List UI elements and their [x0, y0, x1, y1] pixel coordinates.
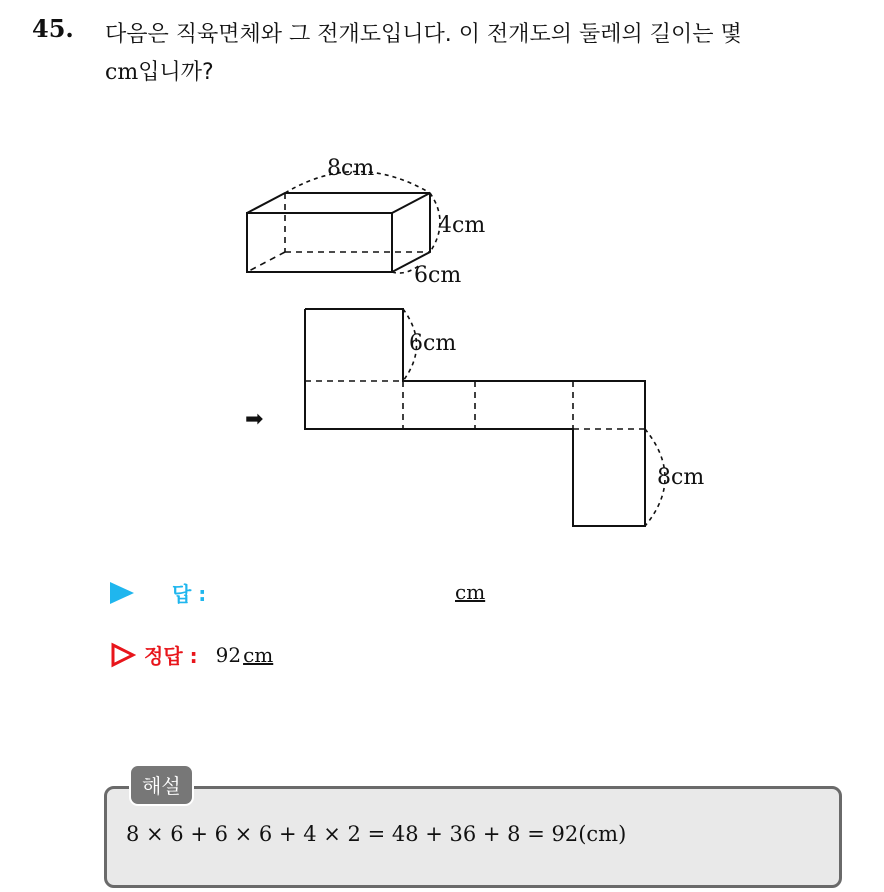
question-number: 45.	[32, 14, 74, 43]
cuboid-label-height: 4cm	[438, 213, 486, 238]
net	[305, 309, 665, 526]
question-suffix: 입니까?	[138, 60, 214, 85]
correct-answer-unit: cm	[243, 642, 274, 667]
correct-answer-row	[110, 640, 273, 669]
net-fold-lines	[305, 381, 645, 429]
play-icon	[110, 582, 134, 604]
cuboid	[247, 172, 440, 274]
solution-tab: 해설	[129, 764, 194, 806]
cuboid-hidden-edges	[247, 193, 430, 272]
answer-row	[110, 578, 206, 607]
outline-play-icon	[110, 642, 136, 668]
answer-label: 답 :	[172, 582, 207, 606]
net-label-top: 6cm	[409, 331, 457, 356]
cuboid-front-face	[247, 213, 392, 272]
cuboid-label-length: 8cm	[327, 156, 375, 181]
correct-answer-value: 92	[215, 642, 242, 667]
net-label-right: 8cm	[657, 465, 705, 490]
arrow-icon: ➡	[245, 407, 264, 432]
question-body: 다음은 직육면체와 그 전개도입니다. 이 전개도의 둘레의 길이는 몇	[105, 22, 742, 47]
question-unit: cm	[105, 60, 139, 85]
solution-text: 8 × 6 + 6 × 6 + 4 × 2 = 48 + 36 + 8 = 92(cm)	[126, 822, 627, 846]
answer-unit: cm	[455, 580, 486, 604]
cuboid-right-edges	[392, 193, 430, 272]
cuboid-dimension-arcs	[285, 172, 440, 274]
cuboid-top-edges	[247, 193, 430, 213]
cuboid-label-width: 6cm	[414, 263, 462, 288]
correct-answer-label: 정답 :	[144, 644, 198, 668]
